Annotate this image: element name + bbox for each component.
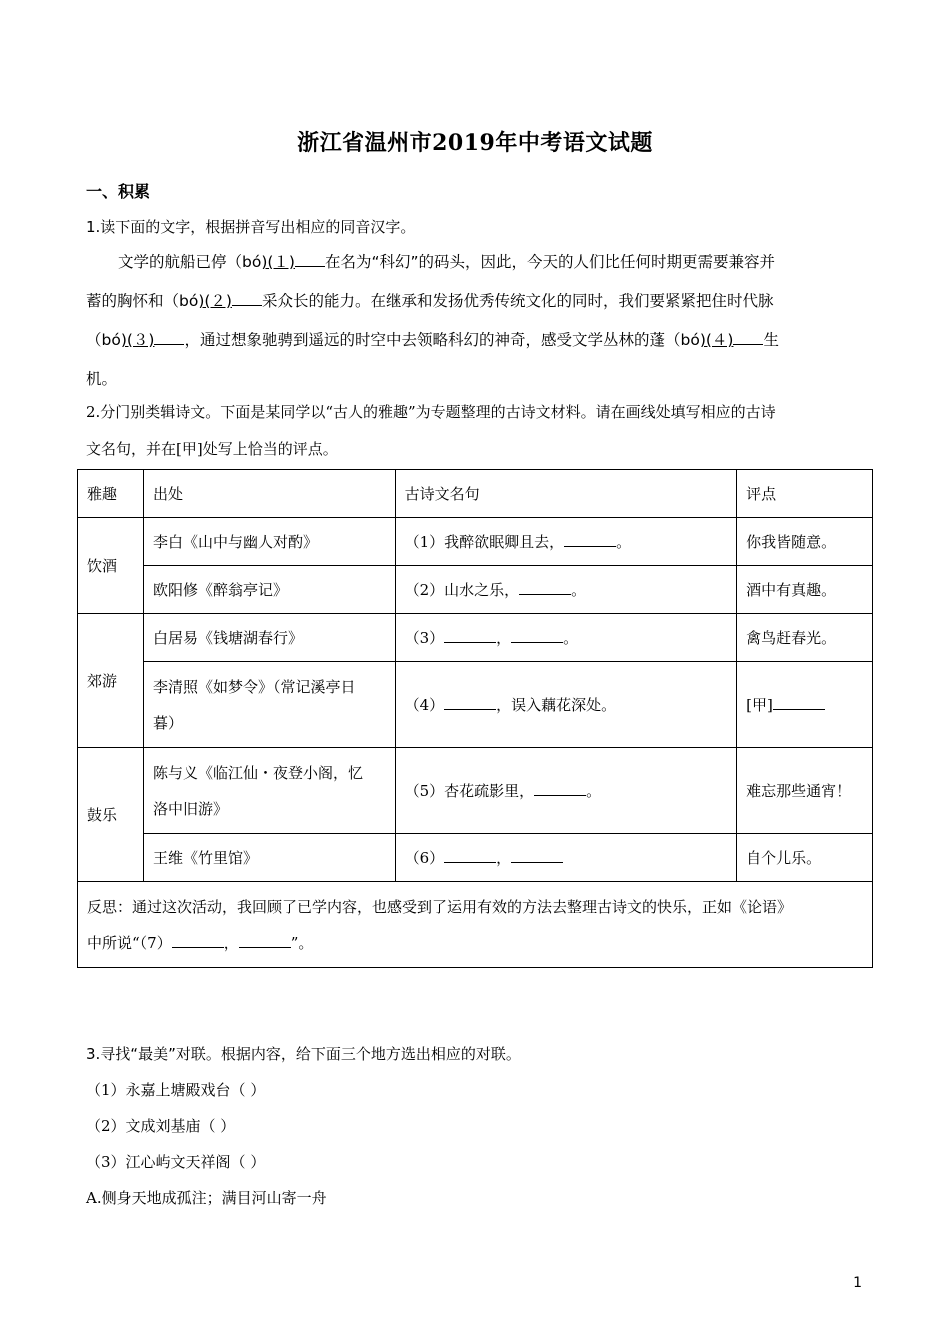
table-row [78,614,873,662]
table-header-row [78,470,873,518]
page-title: 浙江省温州市2019年中考语文试题 [297,130,653,156]
verse-cell: （5）杏花疏影里， 。 [395,748,737,834]
source-cell: 李白《山中与幽人对酌》 [143,518,395,566]
blank-mark-4: )(４) [699,331,734,349]
blank-mark-3: )(３) [120,331,155,349]
answer-blank-3[interactable] [154,330,184,345]
table-row [78,834,873,882]
table-row [78,662,873,748]
question-3-item-2: （2）文成刘基庙（ ） [86,1117,236,1135]
answer-blank[interactable] [511,848,563,863]
comment-cell: 你我皆随意。 [737,518,873,566]
source-cell: 欧阳修《醉翁亭记》 [143,566,395,614]
section-heading: 一、积累 [86,182,151,201]
comment-cell: 难忘那些通宵！ [737,748,873,834]
question-1-line-2: 蓄的胸怀和（bó)(２) 采众长的能力。在继承和发扬优秀传统文化的同时，我们要紧紧把住时代脉 [86,292,774,310]
header-cell: 古诗文名句 [395,470,737,518]
reflection-cell: 反思：通过这次活动，我回顾了已学内容，也感受到了运用有效的方法去整理古诗文的快乐，正如《论语》 中所说“（7） ， ”。 [78,882,873,968]
question-3-stem: 3.寻找“最美”对联。根据内容，给下面三个地方选出相应的对联。 [86,1045,521,1063]
answer-blank[interactable] [444,628,496,643]
header-cell: 评点 [737,470,873,518]
group-cell-drinking: 饮酒 [78,518,144,614]
question-2-stem-line-2: 文名句，并在[甲]处写上恰当的评点。 [86,440,338,458]
answer-blank[interactable] [534,781,586,796]
verse-cell: （2）山水之乐， 。 [395,566,737,614]
page-number: 1 [853,1275,862,1291]
answer-blank-jia[interactable] [773,695,825,710]
answer-blank[interactable] [239,933,291,948]
question-2-stem-line-1: 2.分门别类辑诗文。下面是某同学以“古人的雅趣”为专题整理的古诗文材料。请在画线处填写相应的古诗 [86,403,776,421]
question-3-option-a: A.侧身天地成孤注；满目河山寄一舟 [86,1189,327,1207]
group-cell-music: 鼓乐 [78,748,144,882]
blank-mark-1: )(１) [261,253,295,271]
verse-cell: （1）我醉欲眠卿且去， 。 [395,518,737,566]
question-1-stem: 1.读下面的文字，根据拼音写出相应的同音汉字。 [86,218,416,236]
verse-cell: （6） ， [395,834,737,882]
comment-cell: 酒中有真趣。 [737,566,873,614]
table-row [78,566,873,614]
table-row [78,748,873,834]
source-cell: 白居易《钱塘湖春行》 [143,614,395,662]
comment-cell: 自个儿乐。 [737,834,873,882]
source-cell: 李清照《如梦令》（常记溪亭日 暮） [143,662,395,748]
verse-cell: （4） ，误入藕花深处。 [395,662,737,748]
header-cell: 雅趣 [78,470,144,518]
poetry-table [77,469,873,968]
source-cell: 王维《竹里馆》 [143,834,395,882]
table-row [78,518,873,566]
answer-blank[interactable] [444,695,496,710]
answer-blank[interactable] [511,628,563,643]
question-3-item-3: （3）江心屿文天祥阁（ ） [86,1153,266,1171]
answer-blank[interactable] [444,848,496,863]
question-1-line-3: （bó)(３) ，通过想象驰骋到遥远的时空中去领略科幻的神奇，感受文学丛林的蓬（bó)(４) 生 [86,331,779,349]
answer-blank-2[interactable] [232,291,262,306]
question-1-line-1: 文学的航船已停（bó)(１) 在名为“科幻”的码头，因此，今天的人们比任何时期更需要兼容并 [118,253,776,271]
answer-blank-1[interactable] [295,252,325,267]
answer-blank[interactable] [564,532,616,547]
blank-mark-2: )(２) [198,292,232,310]
comment-cell: 禽鸟赶春光。 [737,614,873,662]
comment-cell: [甲] [737,662,873,748]
header-cell: 出处 [143,470,395,518]
answer-blank-4[interactable] [733,330,763,345]
question-1-line-4: 机。 [86,370,118,388]
group-cell-outing: 郊游 [78,614,144,748]
source-cell: 陈与义《临江仙・夜登小阁，忆 洛中旧游》 [143,748,395,834]
question-3-item-1: （1）永嘉上塘殿戏台（ ） [86,1081,266,1099]
answer-blank[interactable] [519,580,571,595]
verse-cell: （3） ， 。 [395,614,737,662]
answer-blank[interactable] [172,933,224,948]
table-row-reflection [78,882,873,968]
